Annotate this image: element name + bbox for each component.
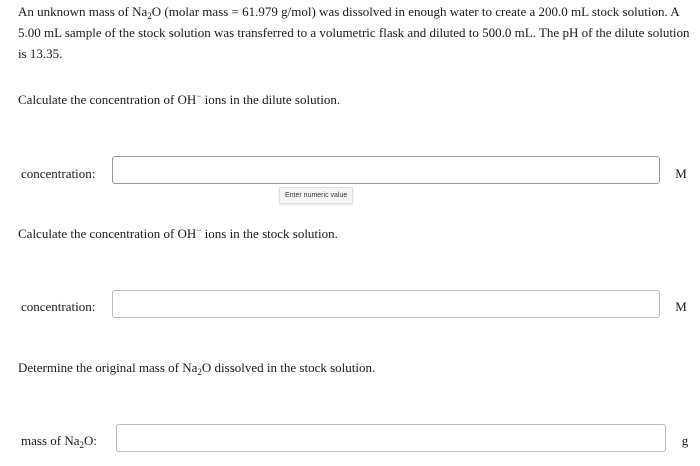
unit-molar-2: M [675, 299, 687, 314]
concentration-label-1: concentration: [21, 166, 96, 181]
unit-molar-1: M [675, 166, 687, 181]
concentration-label-2: concentration: [21, 299, 96, 314]
concentration-input-2[interactable] [112, 290, 660, 318]
mass-label: mass of $Na_2O$: [21, 433, 97, 450]
question-oh-dilute: Calculate the concentration of OH− ions in the dilute solution. [18, 91, 341, 107]
question-na2o-mass: Determine the original mass of $Na_2O$ dissolved in the stock solution. [18, 360, 376, 377]
enter-numeric-value-tooltip: Enter numeric value [279, 187, 353, 204]
concentration-input-1[interactable] [112, 156, 660, 184]
mass-input[interactable] [116, 424, 666, 452]
problem-statement: An unknown mass of $Na_2O$ (molar mass = 61.979 g/mol) was dissolved in enough water to create a 200.0 mL stock solution. A 5.00 mL sample of the stock solution was transferred to a volumetric flask and diluted to 500.0 mL. The pH of the dilute solution is 13.35. [18, 4, 690, 61]
question-oh-stock: Calculate the concentration of OH− ions in the stock solution. [18, 225, 338, 241]
unit-grams: g [681, 433, 689, 448]
